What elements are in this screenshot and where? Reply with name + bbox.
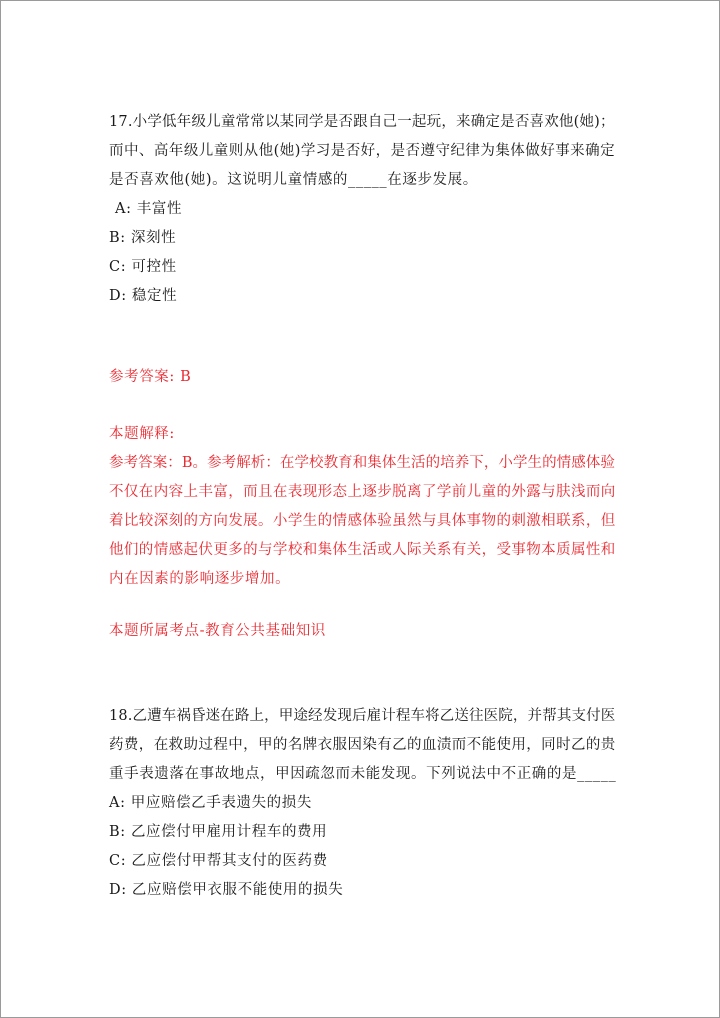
question-text-line: 药费，在救助过程中，甲的名牌衣服因染有乙的血渍而不能使用，同时乙的贵 (109, 737, 616, 753)
topic-label: 本题所属考点-教育公共基础知识 (109, 623, 326, 639)
option-a: A: 甲应赔偿乙手表遗失的损失 (109, 795, 312, 811)
explanation-line: 不仅在内容上丰富，而且在表现形态上逐步脱离了学前儿童的外露与肤浅而向 (109, 484, 616, 500)
answer-section (109, 363, 617, 392)
question-text-line: 17.小学低年级儿童常常以某同学是否跟自己一起玩，来确定是否喜欢他(她)； (109, 114, 615, 130)
explanation-line: 着比较深刻的方向发展。小学生的情感体验虽然与具体事物的刺激相联系，但 (109, 513, 616, 529)
question-text-line: 18.乙遭车祸昏迷在路上，甲途经发现后雇计程车将乙送往医院，并帮其支付医 (109, 708, 616, 724)
option-c: C: 乙应偿付甲帮其支付的医药费 (109, 853, 328, 869)
option-c: C: 可控性 (109, 259, 177, 275)
topic-section (109, 617, 617, 646)
question-text-line: 而中、高年级儿童则从他(她)学习是否好，是否遵守纪律为集体做好事来确定 (109, 143, 616, 159)
option-d: D: 乙应赔偿甲衣服不能使用的损失 (109, 882, 344, 898)
explanation-section (109, 420, 617, 594)
option-b: B: 乙应偿付甲雇用计程车的费用 (109, 824, 328, 840)
option-d: D: 稳定性 (109, 288, 178, 304)
option-b: B: 深刻性 (109, 230, 177, 246)
question-18 (109, 702, 617, 905)
question-text-line: 重手表遗落在事故地点，甲因疏忽而未能发现。下列说法中不正确的是_____ (109, 766, 617, 782)
option-a: A: 丰富性 (115, 201, 183, 217)
reference-answer: 参考答案: B (109, 369, 192, 385)
question-text-line: 是否喜欢他(她)。这说明儿童情感的_____在逐步发展。 (109, 172, 478, 188)
explanation-title: 本题解释: (109, 426, 175, 442)
explanation-line: 参考答案：B。参考解析：在学校教育和集体生活的培养下，小学生的情感体验 (109, 455, 615, 471)
explanation-line: 他们的情感起伏更多的与学校和集体生活或人际关系有关，受事物本质属性和 (109, 542, 616, 558)
question-17 (109, 108, 617, 311)
explanation-line: 内在因素的影响逐步增加。 (109, 571, 291, 587)
